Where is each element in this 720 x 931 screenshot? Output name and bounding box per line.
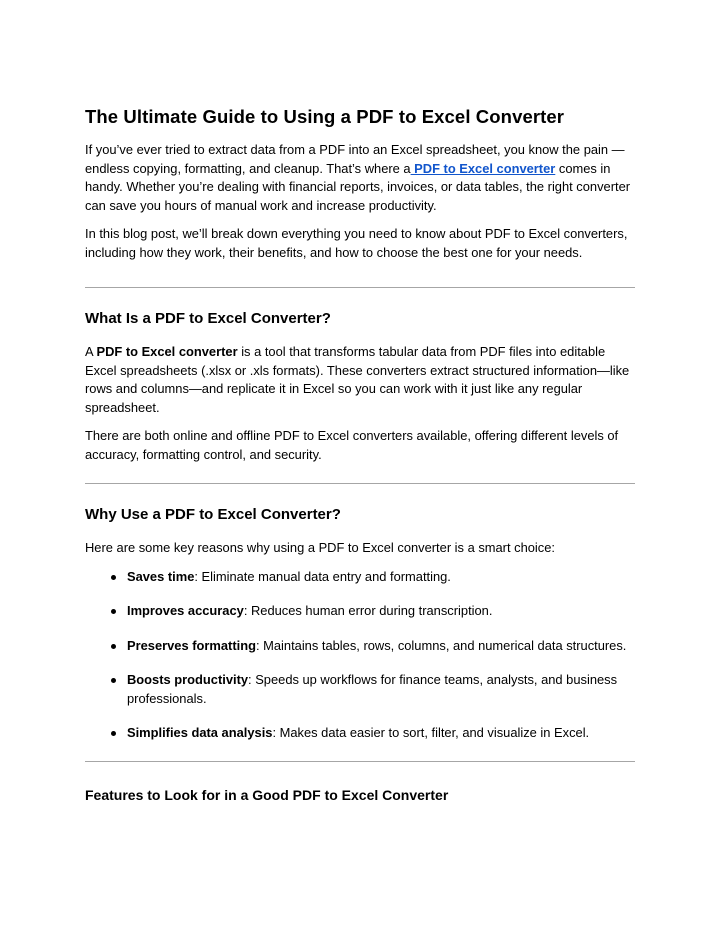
document-title: The Ultimate Guide to Using a PDF to Excel Converter xyxy=(85,106,565,127)
section-divider xyxy=(85,483,635,484)
pdf-to-excel-converter-link[interactable]: PDF to Excel converter xyxy=(410,160,556,176)
list-item-description: : Speeds up workflows for finance teams, analysts, and business professionals. xyxy=(127,672,618,706)
intro-paragraph-1-text-before-link: If you’ve ever tried to extract data from a PDF into an Excel spreadsheet, you know the pain — endless copying, formatting, and cleanup. That’s where a xyxy=(85,142,625,176)
list-item-term: Saves time xyxy=(127,568,195,584)
why-use-intro-paragraph: Here are some key reasons why using a PDF to Excel converter is a smart choice: xyxy=(85,540,555,555)
list-item-saves-time xyxy=(85,568,635,587)
list-item-description: : Eliminate manual data entry and formatting. xyxy=(194,568,451,584)
list-item-term: Improves accuracy xyxy=(127,603,244,618)
bullet-icon xyxy=(111,575,116,580)
intro-paragraph-1-text-after-link: comes in handy. Whether you’re dealing with financial reports, invoices, or data tables, the right converter can save you hours of manual work and increase productivity. xyxy=(85,160,631,213)
heading-features-to-look-for: Features to Look for in a Good PDF to Excel Converter xyxy=(85,786,449,803)
intro-paragraph-2: In this blog post, we’ll break down everything you need to know about PDF to Excel converters, including how they work, their benefits, and how to choose the best one for your needs. xyxy=(85,226,628,260)
list-item-term: Simplifies data analysis xyxy=(127,725,273,740)
list-item-preserves-formatting xyxy=(85,637,635,656)
list-item-term: Boosts productivity xyxy=(127,672,249,687)
list-item-description: : Makes data easier to sort, filter, and visualize in Excel. xyxy=(272,725,590,740)
intro-paragraph-1 xyxy=(85,141,635,215)
list-item-term: Preserves formatting xyxy=(127,637,256,653)
bullet-icon xyxy=(111,731,116,736)
list-item-description: : Reduces human error during transcription. xyxy=(243,603,493,618)
what-is-paragraph-2: There are both online and offline PDF to Excel converters available, offering different levels of accuracy, formatting control, and security. xyxy=(85,428,619,462)
heading-why-use-converter: Why Use a PDF to Excel Converter? xyxy=(85,506,341,523)
bullet-icon xyxy=(111,609,116,614)
heading-what-is-converter: What Is a PDF to Excel Converter? xyxy=(85,310,331,327)
what-is-paragraph-1-text-before-bold: A xyxy=(85,344,97,359)
pdf-to-excel-converter-bold-term: PDF to Excel converter xyxy=(96,344,238,359)
what-is-paragraph-1 xyxy=(85,343,635,417)
benefit-list xyxy=(85,568,635,743)
list-item-improves-accuracy xyxy=(85,602,635,621)
section-divider xyxy=(85,287,635,288)
list-item-simplifies-data-analysis xyxy=(85,724,635,743)
bullet-icon xyxy=(111,644,116,649)
list-item-description: : Maintains tables, rows, columns, and numerical data structures. xyxy=(255,637,627,653)
bullet-icon xyxy=(111,678,116,683)
list-item-boosts-productivity xyxy=(85,671,635,708)
section-divider xyxy=(85,761,635,762)
what-is-paragraph-1-text-after-bold: is a tool that transforms tabular data from PDF files into editable Excel spreadsheets (.xlsx or .xls formats). These converters extract structured information—like rows and columns—and replicate it in Excel so you can work with it just like any regular spreadsheet. xyxy=(85,344,630,415)
